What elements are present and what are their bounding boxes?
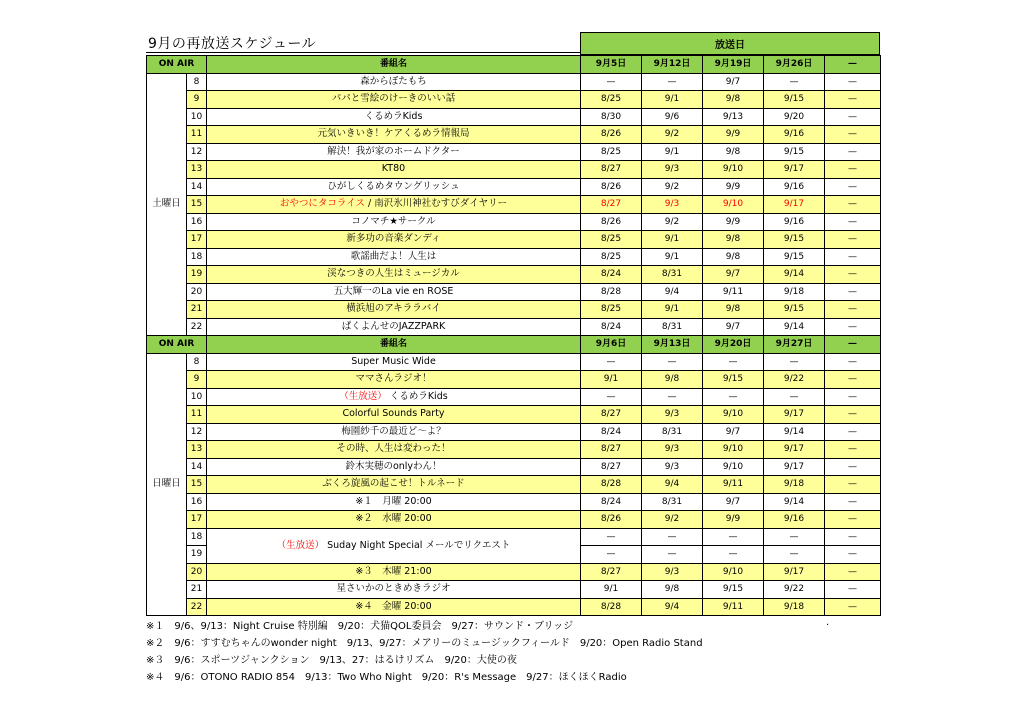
date-cell: — xyxy=(703,353,764,371)
date-cell: 9/16 xyxy=(764,511,825,529)
date-cell: 8/28 xyxy=(581,598,642,616)
date-cell: 9/2 xyxy=(642,213,703,231)
broadcast-date-header: 放送日 xyxy=(580,32,880,55)
hour-cell: 16 xyxy=(187,493,207,511)
hour-cell: 21 xyxy=(187,301,207,319)
program-name: パパと雪絵のけーきのいい話 xyxy=(331,93,456,105)
date-cell: 9/11 xyxy=(703,598,764,616)
program-cell xyxy=(207,231,581,249)
program-cell xyxy=(207,353,581,371)
date-cell: 9/10 xyxy=(703,196,764,214)
date-cell: 9/1 xyxy=(642,248,703,266)
date-cell: 9/13 xyxy=(703,108,764,126)
program-name: くるめラKids xyxy=(386,390,448,402)
program-name: ぱくよんせのJAZZPARK xyxy=(341,320,446,332)
hour-cell: 15 xyxy=(187,196,207,214)
hour-cell: 19 xyxy=(187,546,207,564)
table-row xyxy=(147,493,881,511)
date-cell: 9/8 xyxy=(642,371,703,389)
hour-cell: 16 xyxy=(187,213,207,231)
hour-cell: 11 xyxy=(187,406,207,424)
program-name: 渓なつきの人生はミュージカル xyxy=(327,268,460,280)
date-cell: 9/16 xyxy=(764,213,825,231)
hour-cell: 17 xyxy=(187,511,207,529)
date-cell: — xyxy=(825,511,881,529)
program-name: / 南沢氷川神社むすびダイヤリー xyxy=(365,198,508,210)
program-cell xyxy=(207,388,581,406)
program-cell xyxy=(207,511,581,529)
date-cell: 9/4 xyxy=(642,283,703,301)
date-cell: 8/31 xyxy=(642,318,703,336)
date-cell: 9/18 xyxy=(764,598,825,616)
date-cell: — xyxy=(825,476,881,494)
date-cell: — xyxy=(703,388,764,406)
table-row xyxy=(147,563,881,581)
date-cell: 8/28 xyxy=(581,283,642,301)
hour-cell: 19 xyxy=(187,266,207,284)
date-cell: 9/7 xyxy=(703,266,764,284)
date-header: 9月6日 xyxy=(581,336,642,354)
program-name: 歌謡曲だよ！人生は xyxy=(350,250,437,262)
date-header: — xyxy=(825,56,881,74)
date-cell: — xyxy=(825,126,881,144)
date-cell: 9/22 xyxy=(764,581,825,599)
date-header: — xyxy=(825,336,881,354)
date-cell: 8/25 xyxy=(581,91,642,109)
date-cell: 9/11 xyxy=(703,476,764,494)
schedule-table xyxy=(146,55,881,616)
table-row xyxy=(147,371,881,389)
date-cell: 9/18 xyxy=(764,283,825,301)
program-name: コノマチ★サークル xyxy=(351,215,436,227)
table-row xyxy=(147,476,881,494)
program-name: ※２ 水曜 20:00 xyxy=(355,513,432,525)
program-cell xyxy=(207,581,581,599)
date-cell: — xyxy=(825,598,881,616)
table-row xyxy=(147,528,881,546)
date-cell: 9/8 xyxy=(703,91,764,109)
date-cell: — xyxy=(825,178,881,196)
program-header: 番組名 xyxy=(207,56,581,74)
onair-header: ON AIR xyxy=(147,56,207,74)
date-cell: 9/15 xyxy=(764,143,825,161)
date-cell: — xyxy=(825,388,881,406)
date-cell: 8/26 xyxy=(581,213,642,231)
table-row xyxy=(147,178,881,196)
program-cell xyxy=(207,126,581,144)
table-row xyxy=(147,441,881,459)
date-cell: 9/7 xyxy=(703,423,764,441)
date-cell: 9/15 xyxy=(764,301,825,319)
date-cell: — xyxy=(764,546,825,564)
date-cell: 9/3 xyxy=(642,458,703,476)
date-cell: — xyxy=(825,441,881,459)
date-cell: — xyxy=(825,108,881,126)
table-row xyxy=(147,423,881,441)
date-cell: 9/3 xyxy=(642,441,703,459)
date-cell: 9/22 xyxy=(764,371,825,389)
date-cell: — xyxy=(581,388,642,406)
program-cell xyxy=(207,301,581,319)
footnote-1: ※１ 9/6、9/13：Night Cruise 特別編 9/20：犬猫QOL委員会 9/27：サウンド・ブリッジ xyxy=(146,621,574,632)
date-header: 9月27日 xyxy=(764,336,825,354)
date-cell: — xyxy=(825,493,881,511)
program-header: 番組名 xyxy=(207,336,581,354)
program-name: 横浜旭のアキララバイ xyxy=(346,303,441,315)
program-cell xyxy=(207,371,581,389)
program-cell xyxy=(207,248,581,266)
program-highlight: （生放送） xyxy=(276,539,325,551)
program-name: 解決！我が家のホームドクター xyxy=(327,145,460,157)
date-cell: — xyxy=(825,581,881,599)
date-cell: 9/10 xyxy=(703,458,764,476)
hour-cell: 13 xyxy=(187,441,207,459)
date-cell: 8/25 xyxy=(581,143,642,161)
date-cell: 8/27 xyxy=(581,196,642,214)
program-name: ひがしくるめタウングリッシュ xyxy=(327,180,460,192)
page-title: 9月の再放送スケジュール xyxy=(148,36,317,52)
date-cell: — xyxy=(703,546,764,564)
program-cell xyxy=(207,563,581,581)
date-cell: 9/1 xyxy=(581,581,642,599)
footnotes xyxy=(146,618,703,686)
date-cell: — xyxy=(825,318,881,336)
date-cell: 9/3 xyxy=(642,196,703,214)
date-cell: 9/1 xyxy=(642,91,703,109)
hour-cell: 13 xyxy=(187,161,207,179)
date-cell: — xyxy=(642,353,703,371)
date-cell: 9/10 xyxy=(703,563,764,581)
date-cell: 9/17 xyxy=(764,441,825,459)
date-cell: 8/24 xyxy=(581,318,642,336)
table-row xyxy=(147,108,881,126)
date-cell: 9/8 xyxy=(703,301,764,319)
program-cell xyxy=(207,493,581,511)
program-name: 鈴木実穂のonlyわん！ xyxy=(345,460,442,472)
program-name: ママさんラジオ！ xyxy=(355,373,432,385)
program-name: ※３ 木曜 21:00 xyxy=(355,565,432,577)
date-cell: 8/26 xyxy=(581,178,642,196)
date-cell: 9/16 xyxy=(764,178,825,196)
program-name: くるめラKids xyxy=(364,110,423,122)
hour-cell: 11 xyxy=(187,126,207,144)
hour-cell: 20 xyxy=(187,563,207,581)
table-row xyxy=(147,91,881,109)
program-name: KT80 xyxy=(381,163,406,175)
date-cell: 9/3 xyxy=(642,563,703,581)
date-cell: — xyxy=(703,528,764,546)
date-cell: — xyxy=(825,283,881,301)
date-cell: — xyxy=(825,406,881,424)
date-cell: 8/31 xyxy=(642,493,703,511)
date-cell: 9/2 xyxy=(642,511,703,529)
date-cell: 8/26 xyxy=(581,511,642,529)
hour-cell: 18 xyxy=(187,528,207,546)
hour-cell: 9 xyxy=(187,91,207,109)
date-cell: — xyxy=(764,73,825,91)
date-cell: 8/30 xyxy=(581,108,642,126)
date-cell: 9/15 xyxy=(764,231,825,249)
table-row xyxy=(147,126,881,144)
date-cell: — xyxy=(642,528,703,546)
program-name: 森からぼたもち xyxy=(360,75,427,87)
date-cell: 9/8 xyxy=(703,231,764,249)
date-cell: 9/20 xyxy=(764,108,825,126)
date-cell: — xyxy=(825,213,881,231)
date-header: 9月5日 xyxy=(581,56,642,74)
date-cell: 8/26 xyxy=(581,126,642,144)
date-cell: 9/17 xyxy=(764,196,825,214)
date-cell: 9/1 xyxy=(642,143,703,161)
program-cell xyxy=(207,108,581,126)
date-cell: — xyxy=(764,528,825,546)
program-highlight: （生放送） xyxy=(339,390,387,402)
date-cell: — xyxy=(825,371,881,389)
date-cell: — xyxy=(825,301,881,319)
date-cell: 9/14 xyxy=(764,493,825,511)
date-cell: 9/9 xyxy=(703,126,764,144)
date-cell: — xyxy=(825,248,881,266)
program-cell xyxy=(207,598,581,616)
hour-cell: 12 xyxy=(187,423,207,441)
date-cell: 9/15 xyxy=(764,248,825,266)
hour-cell: 9 xyxy=(187,371,207,389)
date-cell: 8/24 xyxy=(581,423,642,441)
date-cell: 9/18 xyxy=(764,476,825,494)
date-cell: 8/25 xyxy=(581,248,642,266)
date-cell: 9/1 xyxy=(642,301,703,319)
hour-cell: 8 xyxy=(187,73,207,91)
date-cell: 9/4 xyxy=(642,476,703,494)
date-cell: 9/16 xyxy=(764,126,825,144)
date-cell: 9/7 xyxy=(703,73,764,91)
date-cell: 9/8 xyxy=(642,581,703,599)
program-name: Colorful Sounds Party xyxy=(342,408,445,420)
date-cell: 9/17 xyxy=(764,563,825,581)
program-name: Super Music Wide xyxy=(351,355,436,367)
program-name: ※１ 月曜 20:00 xyxy=(355,495,432,507)
date-cell: — xyxy=(825,231,881,249)
hour-cell: 22 xyxy=(187,598,207,616)
date-cell: — xyxy=(581,528,642,546)
table-row xyxy=(147,266,881,284)
date-cell: — xyxy=(825,161,881,179)
date-cell: 9/7 xyxy=(703,318,764,336)
date-cell: 9/14 xyxy=(764,318,825,336)
hour-cell: 15 xyxy=(187,476,207,494)
table-row xyxy=(147,318,881,336)
hour-cell: 14 xyxy=(187,178,207,196)
date-cell: 9/2 xyxy=(642,178,703,196)
program-cell xyxy=(207,143,581,161)
footnote-4: ※４ 9/6：OTONO RADIO 854 9/13：Two Who Night 9/20：R's Message 9/27：ほくほくRadio xyxy=(146,672,627,683)
program-cell xyxy=(207,283,581,301)
program-name: 元気いきいき！ケアくるめラ情報局 xyxy=(317,128,470,140)
sun-header-row xyxy=(147,336,881,354)
date-cell: 9/15 xyxy=(703,371,764,389)
table-row xyxy=(147,161,881,179)
date-cell: 8/25 xyxy=(581,231,642,249)
program-cell xyxy=(207,161,581,179)
table-row xyxy=(147,196,881,214)
date-cell: — xyxy=(825,91,881,109)
date-cell: — xyxy=(825,546,881,564)
date-cell: — xyxy=(581,546,642,564)
program-cell xyxy=(207,423,581,441)
date-header: 9月13日 xyxy=(642,336,703,354)
date-header: 9月12日 xyxy=(642,56,703,74)
date-cell: 9/9 xyxy=(703,213,764,231)
program-cell xyxy=(207,213,581,231)
table-row xyxy=(147,283,881,301)
hour-cell: 10 xyxy=(187,108,207,126)
date-cell: — xyxy=(642,73,703,91)
date-cell: 8/28 xyxy=(581,476,642,494)
day-label: 日曜日 xyxy=(147,353,187,616)
date-cell: 8/27 xyxy=(581,441,642,459)
date-header: 9月26日 xyxy=(764,56,825,74)
date-cell: 8/31 xyxy=(642,423,703,441)
date-cell: 8/31 xyxy=(642,266,703,284)
footnote-2: ※２ 9/6：すすむちゃんのwonder night 9/13、9/27：メアリーのミュージックフィールド 9/20：Open Radio Stand xyxy=(146,638,703,649)
date-cell: — xyxy=(825,423,881,441)
program-cell xyxy=(207,196,581,214)
table-row xyxy=(147,598,881,616)
hour-cell: 10 xyxy=(187,388,207,406)
footnote-dot: . xyxy=(826,617,830,628)
date-cell: 9/17 xyxy=(764,161,825,179)
date-cell: 9/15 xyxy=(703,581,764,599)
title-underline xyxy=(146,52,580,53)
program-cell xyxy=(207,406,581,424)
date-cell: — xyxy=(642,388,703,406)
table-row xyxy=(147,143,881,161)
date-cell: — xyxy=(825,73,881,91)
date-cell: 9/1 xyxy=(581,371,642,389)
date-cell: — xyxy=(764,353,825,371)
date-cell: 9/9 xyxy=(703,511,764,529)
date-cell: 9/15 xyxy=(764,91,825,109)
table-row xyxy=(147,301,881,319)
date-cell: — xyxy=(825,528,881,546)
hour-cell: 8 xyxy=(187,353,207,371)
program-highlight: おやつにタコライス xyxy=(279,198,366,210)
date-cell: 9/14 xyxy=(764,266,825,284)
date-cell: — xyxy=(825,458,881,476)
date-cell: 9/7 xyxy=(703,493,764,511)
table-row xyxy=(147,581,881,599)
hour-cell: 17 xyxy=(187,231,207,249)
date-cell: 9/8 xyxy=(703,248,764,266)
program-name: 五大輝一のLa vie en ROSE xyxy=(333,285,454,297)
date-cell: 9/17 xyxy=(764,406,825,424)
date-cell: 9/10 xyxy=(703,406,764,424)
date-cell: 9/11 xyxy=(703,283,764,301)
date-cell: — xyxy=(825,196,881,214)
program-cell xyxy=(207,73,581,91)
date-cell: 8/25 xyxy=(581,301,642,319)
date-cell: — xyxy=(581,73,642,91)
table-row xyxy=(147,388,881,406)
date-cell: 8/27 xyxy=(581,458,642,476)
date-cell: 9/4 xyxy=(642,598,703,616)
table-row xyxy=(147,406,881,424)
date-cell: — xyxy=(764,388,825,406)
date-cell: 9/2 xyxy=(642,126,703,144)
program-cell xyxy=(207,91,581,109)
table-row xyxy=(147,73,881,91)
date-cell: — xyxy=(825,143,881,161)
program-name: ぶくろ旋風の起こせ！トルネード xyxy=(322,478,465,490)
date-cell: 8/27 xyxy=(581,406,642,424)
program-cell xyxy=(207,266,581,284)
table-row xyxy=(147,231,881,249)
table-row xyxy=(147,213,881,231)
date-cell: 9/10 xyxy=(703,441,764,459)
date-cell: — xyxy=(581,353,642,371)
hour-cell: 12 xyxy=(187,143,207,161)
program-name: 新多功の音楽ダンディ xyxy=(346,233,441,245)
date-cell: 9/8 xyxy=(703,143,764,161)
program-name: 梅園紗千の最近ど～よ？ xyxy=(341,425,446,437)
footnote-3: ※３ 9/6：スポーツジャンクション 9/13、27：はるけリズム 9/20：大使の夜 xyxy=(146,655,517,666)
date-header: 9月20日 xyxy=(703,336,764,354)
hour-cell: 22 xyxy=(187,318,207,336)
hour-cell: 14 xyxy=(187,458,207,476)
date-cell: — xyxy=(825,563,881,581)
program-name: 星さいかのときめきラジオ xyxy=(336,583,451,595)
program-cell xyxy=(207,476,581,494)
date-cell: 9/3 xyxy=(642,161,703,179)
date-cell: 9/9 xyxy=(703,178,764,196)
program-cell xyxy=(207,458,581,476)
program-name: Suday Night Special メールでリクエスト xyxy=(324,539,511,551)
sat-header-row xyxy=(147,56,881,74)
program-cell xyxy=(207,528,581,563)
table-row xyxy=(147,248,881,266)
date-cell: 8/24 xyxy=(581,266,642,284)
date-cell: — xyxy=(825,266,881,284)
onair-header: ON AIR xyxy=(147,336,207,354)
date-header: 9月19日 xyxy=(703,56,764,74)
hour-cell: 18 xyxy=(187,248,207,266)
date-cell: — xyxy=(642,546,703,564)
date-cell: 8/27 xyxy=(581,563,642,581)
hour-cell: 21 xyxy=(187,581,207,599)
program-name: ※４ 金曜 20:00 xyxy=(355,600,432,612)
date-cell: 8/27 xyxy=(581,161,642,179)
table-row xyxy=(147,353,881,371)
program-cell xyxy=(207,318,581,336)
program-cell xyxy=(207,441,581,459)
table-row xyxy=(147,511,881,529)
date-cell: 9/1 xyxy=(642,231,703,249)
date-cell: 9/3 xyxy=(642,406,703,424)
day-label: 土曜日 xyxy=(147,73,187,336)
date-cell: 8/24 xyxy=(581,493,642,511)
date-cell: 9/6 xyxy=(642,108,703,126)
program-name: その時、人生は変わった！ xyxy=(336,443,451,455)
date-cell: 9/14 xyxy=(764,423,825,441)
program-cell xyxy=(207,178,581,196)
hour-cell: 20 xyxy=(187,283,207,301)
date-cell: 9/17 xyxy=(764,458,825,476)
date-cell: — xyxy=(825,353,881,371)
table-row xyxy=(147,458,881,476)
date-cell: 9/10 xyxy=(703,161,764,179)
